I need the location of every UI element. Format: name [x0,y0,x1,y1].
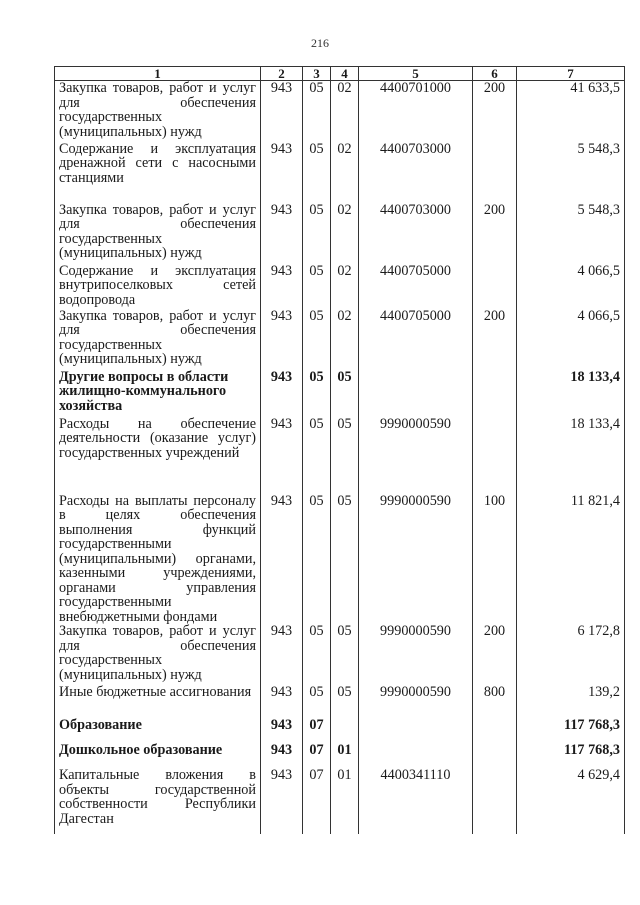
amount: 4 629,4 [517,768,625,834]
subsection-code: 05 [331,624,359,685]
header-col-4: 4 [331,67,359,81]
amount: 18 133,4 [517,370,625,417]
table-row [55,142,625,203]
row-description: Закупка товаров, работ и услуг для обеспечения государственных (муниципальных) нужд [55,203,261,264]
section-code: 07 [303,718,331,743]
admin-code: 943 [261,685,303,718]
admin-code: 943 [261,309,303,370]
subsection-code: 01 [331,768,359,834]
expense-type-code: 100 [473,494,517,624]
admin-code: 943 [261,494,303,624]
section-code: 05 [303,624,331,685]
expense-type-code [473,718,517,743]
amount: 117 768,3 [517,718,625,743]
target-article-code: 4400705000 [359,309,473,370]
table-row [55,768,625,834]
table-row [55,81,625,142]
table-row-section-total [55,718,625,743]
expense-type-code: 800 [473,685,517,718]
subsection-code: 02 [331,309,359,370]
section-code: 05 [303,417,331,494]
amount: 18 133,4 [517,417,625,494]
target-article-code: 9990000590 [359,685,473,718]
admin-code: 943 [261,81,303,142]
admin-code: 943 [261,624,303,685]
admin-code: 943 [261,264,303,309]
amount: 6 172,8 [517,624,625,685]
header-col-2: 2 [261,67,303,81]
table-row [55,494,625,624]
admin-code: 943 [261,203,303,264]
row-description: Капитальные вложения в объекты государственной собственности Республики Дагестан [55,768,261,834]
target-article-code [359,743,473,768]
target-article-code: 4400705000 [359,264,473,309]
section-code: 05 [303,685,331,718]
table-row [55,624,625,685]
row-description: Другие вопросы в области жилищно-коммунального хозяйства [55,370,261,417]
target-article-code: 9990000590 [359,494,473,624]
expense-type-code [473,370,517,417]
target-article-code [359,718,473,743]
target-article-code: 9990000590 [359,624,473,685]
subsection-code: 05 [331,417,359,494]
header-row [55,67,625,81]
expense-type-code: 200 [473,81,517,142]
amount: 5 548,3 [517,142,625,203]
section-code: 05 [303,370,331,417]
subsection-code: 05 [331,370,359,417]
amount: 139,2 [517,685,625,718]
header-col-1: 1 [55,67,261,81]
target-article-code: 4400703000 [359,142,473,203]
section-code: 05 [303,81,331,142]
budget-table [54,66,625,834]
table-row-section-total [55,370,625,417]
amount: 4 066,5 [517,309,625,370]
admin-code: 943 [261,768,303,834]
subsection-code: 02 [331,203,359,264]
amount: 11 821,4 [517,494,625,624]
page-number: 216 [311,36,329,50]
expense-type-code [473,142,517,203]
table-row [55,417,625,494]
subsection-code: 01 [331,743,359,768]
amount: 117 768,3 [517,743,625,768]
table-row [55,309,625,370]
expense-type-code: 200 [473,624,517,685]
row-description: Расходы на выплаты персоналу в целях обеспечения выполнения функций государственными (муниципальными) органами, казенными учреждениями, органами управления государственными внебюджетными фондами [55,494,261,624]
subsection-code: 05 [331,685,359,718]
subsection-code: 02 [331,264,359,309]
row-description: Содержание и эксплуатация дренажной сети с насосными станциями [55,142,261,203]
row-description: Образование [55,718,261,743]
subsection-code: 05 [331,494,359,624]
header-col-7: 7 [517,67,625,81]
target-article-code: 9990000590 [359,417,473,494]
admin-code: 943 [261,743,303,768]
section-code: 05 [303,203,331,264]
expense-type-code: 200 [473,203,517,264]
row-description: Закупка товаров, работ и услуг для обеспечения государственных (муниципальных) нужд [55,81,261,142]
target-article-code: 4400703000 [359,203,473,264]
header-col-3: 3 [303,67,331,81]
section-code: 05 [303,264,331,309]
table-row-section-total [55,743,625,768]
admin-code: 943 [261,370,303,417]
expense-type-code [473,743,517,768]
section-code: 07 [303,743,331,768]
amount: 41 633,5 [517,81,625,142]
subsection-code [331,718,359,743]
amount: 4 066,5 [517,264,625,309]
header-col-6: 6 [473,67,517,81]
row-description: Закупка товаров, работ и услуг для обеспечения государственных (муниципальных) нужд [55,624,261,685]
table-row [55,264,625,309]
expense-type-code: 200 [473,309,517,370]
table-row [55,685,625,718]
target-article-code: 4400341110 [359,768,473,834]
section-code: 05 [303,142,331,203]
section-code: 07 [303,768,331,834]
row-description: Закупка товаров, работ и услуг для обеспечения государственных (муниципальных) нужд [55,309,261,370]
subsection-code: 02 [331,81,359,142]
admin-code: 943 [261,142,303,203]
expense-type-code [473,417,517,494]
row-description: Иные бюджетные ассигнования [55,685,261,718]
header-col-5: 5 [359,67,473,81]
target-article-code [359,370,473,417]
expense-type-code [473,768,517,834]
section-code: 05 [303,494,331,624]
amount: 5 548,3 [517,203,625,264]
row-description: Расходы на обеспечение деятельности (оказание услуг) государственных учреждений [55,417,261,494]
expense-type-code [473,264,517,309]
subsection-code: 02 [331,142,359,203]
row-description: Содержание и эксплуатация внутрипоселковых сетей водопровода [55,264,261,309]
admin-code: 943 [261,417,303,494]
target-article-code: 4400701000 [359,81,473,142]
row-description: Дошкольное образование [55,743,261,768]
admin-code: 943 [261,718,303,743]
section-code: 05 [303,309,331,370]
table-row [55,203,625,264]
